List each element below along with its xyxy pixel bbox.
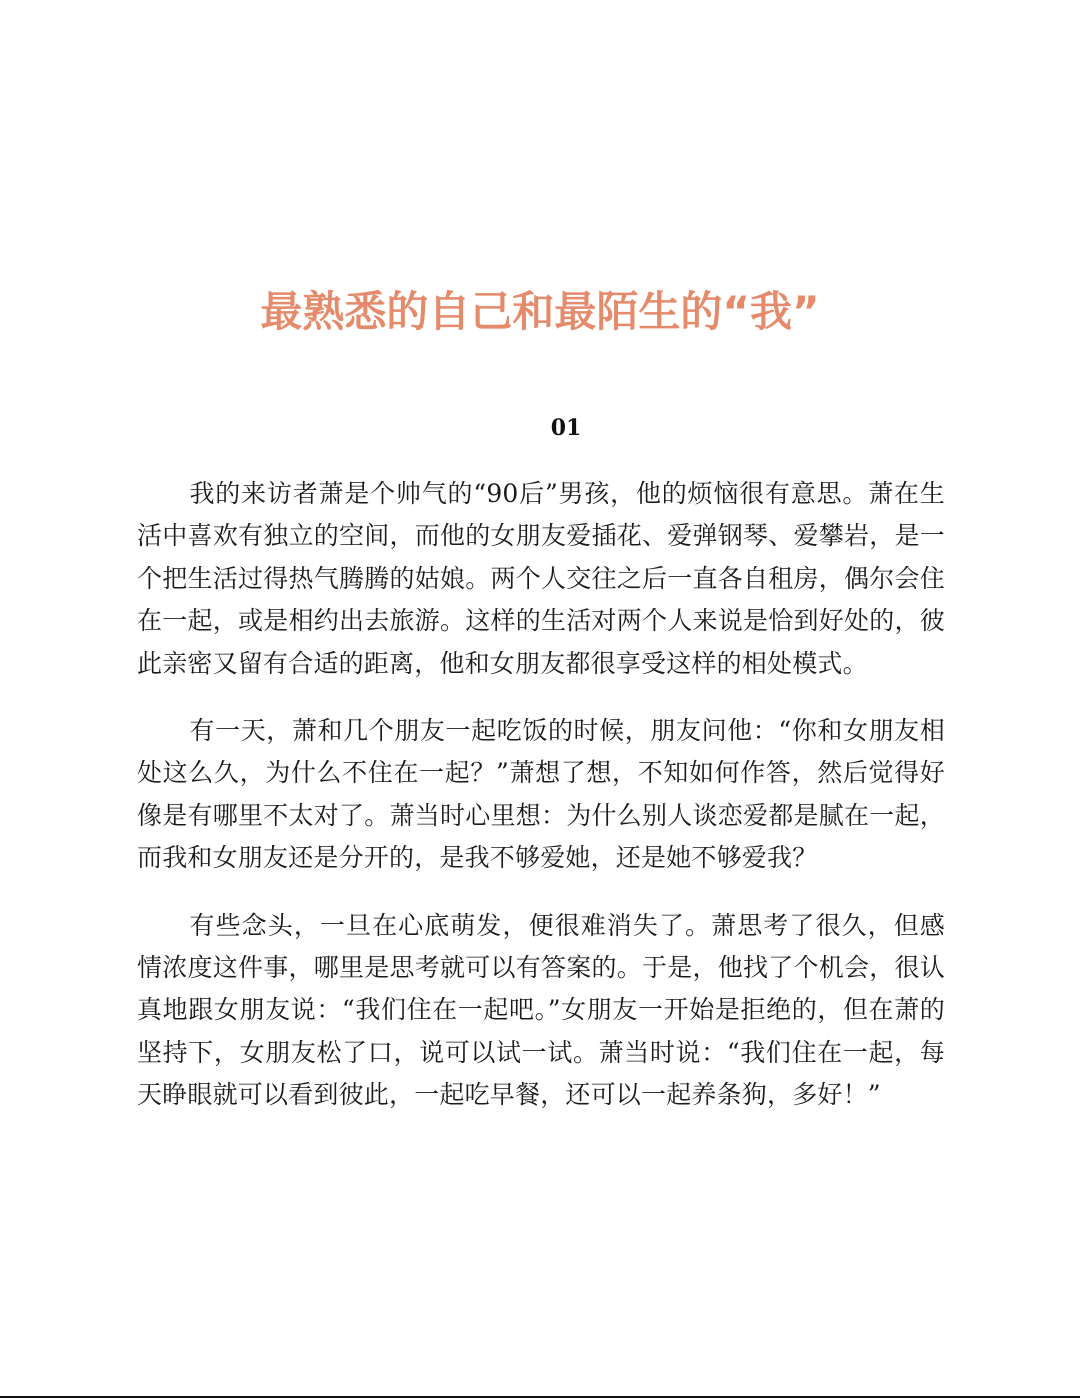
section-number: 01 <box>550 415 582 441</box>
paragraph-1: 我的来访者萧是个帅气的“90后”男孩，他的烦恼很有意思。萧在生活中喜欢有独立的空间，而他的女朋友爱插花、爱弹钢琴、爱攀岩，是一个把生活过得热气腾腾的姑娘。两个人交往之后一直各自租房，偶尔会住在一起，或是相约出去旅游。这样的生活对两个人来说是恰到好处的，彼此亲密又留有合适的距离，他和女朋友都很享受这样的相处模式。 <box>137 479 945 678</box>
paragraph-2: 有一天，萧和几个朋友一起吃饭的时候，朋友问他：“你和女朋友相处这么久，为什么不住在一起？”萧想了想，不知如何作答，然后觉得好像是有哪里不太对了。萧当时心里想：为什么别人谈恋爱都是腻在一起，而我和女朋友还是分开的，是我不够爱她，还是她不够爱我？ <box>137 716 945 873</box>
chapter-title: 最熟悉的自己和最陌生的“我” <box>260 287 820 336</box>
body-text <box>137 473 945 1142</box>
paragraph-3: 有些念头，一旦在心底萌发，便很难消失了。萧思考了很久，但感情浓度这件事，哪里是思考就可以有答案的。于是，他找了个机会，很认真地跟女朋友说：“我们住在一起吧。”女朋友一开始是拒绝的，但在萧的坚持下，女朋友松了口，说可以试一试。萧当时说：“我们住在一起，每天睁眼就可以看到彼此，一起吃早餐，还可以一起养条狗，多好！” <box>137 910 945 1110</box>
